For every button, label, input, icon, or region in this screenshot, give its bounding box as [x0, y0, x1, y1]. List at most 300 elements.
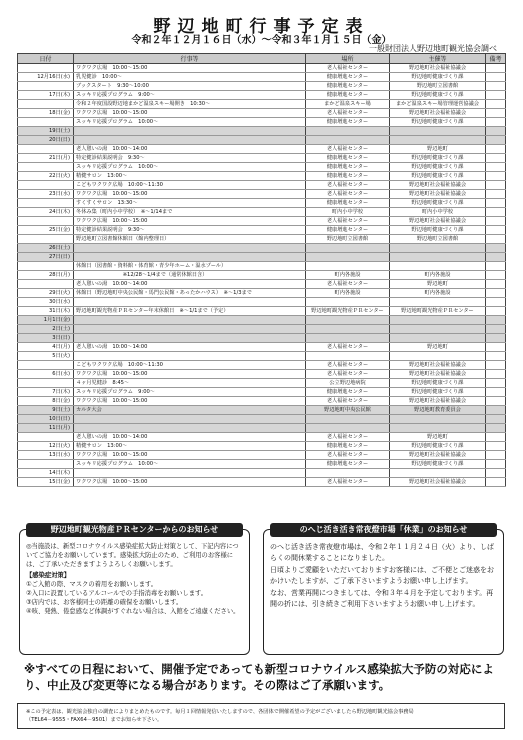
table-row: [18, 289, 506, 298]
schedule-table: [17, 53, 506, 487]
cell-remarks: [486, 208, 506, 217]
table-row: [18, 370, 506, 379]
cell-date: 10日(日): [18, 415, 74, 424]
table-row: [18, 253, 506, 262]
table-row: [18, 73, 506, 82]
cell-date: 7日(木): [18, 388, 74, 397]
cell-date: 29日(火): [18, 289, 74, 298]
cell-date: 9日(土): [18, 406, 74, 415]
cell-place: 健康増進センター: [306, 460, 390, 469]
cell-event: 老人憩いの湯 10:00～14:00: [74, 280, 306, 289]
cell-date: 24日(木): [18, 208, 74, 217]
table-row: [18, 190, 506, 199]
cell-event: スッキリ応援プログラム 10:00～: [74, 460, 306, 469]
cell-place: 健康増進センター: [306, 199, 390, 208]
cell-remarks: [486, 460, 506, 469]
cell-date: 3日(日): [18, 334, 74, 343]
table-row: [18, 442, 506, 451]
table-row: [18, 361, 506, 370]
cell-remarks: [486, 199, 506, 208]
cell-host: [390, 415, 486, 424]
table-row: [18, 415, 506, 424]
cell-place: 老人福祉センター: [306, 64, 390, 73]
cell-place: 老人福祉センター: [306, 361, 390, 370]
cell-event: 休館日（図書館・資料館・体育館・青少年ホーム・温水プール）: [74, 262, 306, 271]
table-row: [18, 298, 506, 307]
cell-event: [74, 298, 306, 307]
cell-remarks: [486, 280, 506, 289]
cell-place: 健康増進センター: [306, 154, 390, 163]
cell-place: 老人福祉センター: [306, 343, 390, 352]
cell-host: 野辺地町: [390, 280, 486, 289]
cell-date: [18, 460, 74, 469]
cell-event: ブックスタート 9:30～10:00: [74, 82, 306, 91]
cell-place: [306, 316, 390, 325]
col-header-remarks: 備考: [486, 54, 506, 64]
cell-remarks: [486, 190, 506, 199]
cell-host: 野辺地町健康づくり課: [390, 154, 486, 163]
cell-place: 老人福祉センター: [306, 280, 390, 289]
col-header-date: 日付: [18, 54, 74, 64]
cell-place: 老人福祉センター: [306, 145, 390, 154]
table-row: [18, 424, 506, 433]
cell-event: ワクワク広場 10:00～15:00: [74, 190, 306, 199]
cell-event: スッキリ応援プログラム 9:00～: [74, 388, 306, 397]
table-row: [18, 226, 506, 235]
table-row: [18, 217, 506, 226]
cell-place: 健康増進センター: [306, 442, 390, 451]
cell-host: 野辺地町社会福祉協議会: [390, 370, 486, 379]
cell-place: 老人福祉センター: [306, 397, 390, 406]
cell-remarks: [486, 226, 506, 235]
cell-remarks: [486, 64, 506, 73]
cell-event: スッキリ応援プログラム 9:00～: [74, 91, 306, 100]
market-closure-text-1: のへじ活き活き常夜燈市場は、令和２年１１月２４日（火）より、しばらくの間休業することになりました。: [270, 543, 494, 562]
cell-remarks: [486, 289, 506, 298]
cell-host: 野辺地町社会福祉協議会: [390, 64, 486, 73]
cell-place: 老人福祉センター: [306, 433, 390, 442]
table-row: [18, 406, 506, 415]
table-row: [18, 478, 506, 487]
table-row: [18, 181, 506, 190]
cell-event: 精健サロン 13:00～: [74, 442, 306, 451]
cell-remarks: [486, 388, 506, 397]
cell-host: [390, 262, 486, 271]
cell-event: [74, 334, 306, 343]
cell-place: 老人福祉センター: [306, 370, 390, 379]
cell-place: [306, 415, 390, 424]
cell-place: 健康増進センター: [306, 172, 390, 181]
cell-event: [74, 325, 306, 334]
cell-host: 野辺地町: [390, 433, 486, 442]
cell-event: 老人憩いの湯 10:00～14:00: [74, 343, 306, 352]
table-row: [18, 208, 506, 217]
cell-remarks: [486, 406, 506, 415]
cell-remarks: [486, 352, 506, 361]
market-closure-text-2: 日頃よりご愛顧をいただいておりますお客様には、ご不便とご迷惑をおかけいたしますが、ご了承下さいますようお願い申し上げます。: [270, 566, 494, 585]
cell-event: [74, 415, 306, 424]
footer-line-1: ※この予定表は、観光協会独自の調査によりまとめたものです。毎月１回情報発信いたしますので、各団体で開催希望の予定がございましたら野辺地町観光協会事務局: [26, 709, 414, 715]
table-row: [18, 235, 506, 244]
cell-remarks: [486, 307, 506, 316]
covid-notice: ※すべての日程において、開催予定であっても新型コロナウイルス感染拡大予防の対応により、中止及び変更等になる場合があります。その際はご了承願います。: [24, 662, 494, 692]
market-closure-title: のへじ活き活き常夜燈市場「休業」のお知らせ: [270, 523, 497, 537]
cell-date: [18, 433, 74, 442]
cell-host: 野辺地町: [390, 343, 486, 352]
cell-date: 18日(金): [18, 109, 74, 118]
market-closure-body: [270, 542, 497, 612]
cell-date: 4日(月): [18, 343, 74, 352]
cell-host: [390, 298, 486, 307]
cell-host: 野辺地町健康づくり課: [390, 91, 486, 100]
table-row: [18, 352, 506, 361]
cell-date: [18, 100, 74, 109]
cell-host: 野辺地町健康づくり課: [390, 226, 486, 235]
table-row: [18, 82, 506, 91]
cell-date: 25日(金): [18, 226, 74, 235]
cell-date: 21日(月): [18, 154, 74, 163]
cell-date: 2日(土): [18, 325, 74, 334]
footer-line-2: （TEL64－9555・FAX64－9501）までお知らせ下さい。: [26, 717, 163, 723]
cell-remarks: [486, 379, 506, 388]
cell-date: [18, 217, 74, 226]
cell-place: 野辺地町立図書館: [306, 235, 390, 244]
cell-event: 精健サロン 13:00～: [74, 172, 306, 181]
table-row: [18, 451, 506, 460]
cell-event: [74, 253, 306, 262]
cell-remarks: [486, 451, 506, 460]
col-header-event: 行事等: [74, 54, 306, 64]
cell-date: [18, 181, 74, 190]
cell-host: 野辺地町社会福祉協議会: [390, 181, 486, 190]
cell-remarks: [486, 298, 506, 307]
cell-place: 健康増進センター: [306, 388, 390, 397]
cell-host: [390, 136, 486, 145]
table-row: [18, 118, 506, 127]
table-row: [18, 244, 506, 253]
cell-place: [306, 253, 390, 262]
table-row: [18, 262, 506, 271]
cell-host: 野辺地町: [390, 145, 486, 154]
cell-host: [390, 253, 486, 262]
cell-place: 健康増進センター: [306, 91, 390, 100]
cell-event: [74, 127, 306, 136]
pr-center-notice-body: [26, 542, 243, 616]
cell-date: 23日(水): [18, 190, 74, 199]
cell-place: [306, 325, 390, 334]
cell-place: 老人福祉センター: [306, 451, 390, 460]
table-row: [18, 172, 506, 181]
table-row: [18, 343, 506, 352]
cell-event: 特定健診結果説明会 9:30～: [74, 154, 306, 163]
table-row: [18, 64, 506, 73]
cell-remarks: [486, 253, 506, 262]
table-row: [18, 127, 506, 136]
cell-date: 11日(月): [18, 424, 74, 433]
cell-place: 老人福祉センター: [306, 181, 390, 190]
cell-place: 公立野辺地病院: [306, 379, 390, 388]
cell-remarks: [486, 109, 506, 118]
pr-center-notice-box: [19, 525, 250, 655]
cell-place: 健康増進センター: [306, 226, 390, 235]
cell-date: 14日(木): [18, 469, 74, 478]
cell-remarks: [486, 442, 506, 451]
table-row: [18, 271, 506, 280]
cell-host: 野辺地町立図書館: [390, 235, 486, 244]
table-row: [18, 325, 506, 334]
cell-host: 野辺地町社会福祉協議会: [390, 361, 486, 370]
cell-host: 町内小中学校: [390, 208, 486, 217]
cell-event: [74, 316, 306, 325]
cell-remarks: [486, 397, 506, 406]
cell-date: [18, 262, 74, 271]
cell-event: すくすくサロン 13:30～: [74, 199, 306, 208]
cell-date: [18, 235, 74, 244]
cell-remarks: [486, 73, 506, 82]
table-header-row: [18, 54, 506, 64]
cell-event: スッキリ応援プログラム 10:00～: [74, 118, 306, 127]
cell-host: 野辺地町観光物産ＰＲセンター: [390, 307, 486, 316]
cell-remarks: [486, 217, 506, 226]
cell-event: スッキリ応援プログラム 10:00～: [74, 163, 306, 172]
cell-remarks: [486, 325, 506, 334]
cell-host: [390, 424, 486, 433]
cell-remarks: [486, 91, 506, 100]
table-row: [18, 433, 506, 442]
cell-event: ※12/28～1/4まで（通常休館日含）: [74, 271, 306, 280]
cell-remarks: [486, 334, 506, 343]
cell-date: [18, 361, 74, 370]
cell-remarks: [486, 136, 506, 145]
cell-event: 老人憩いの湯 10:00～14:00: [74, 433, 306, 442]
cell-place: [306, 334, 390, 343]
measure-item: ②入口に設置しているアルコールでの手指消毒をお願いします。: [26, 590, 208, 597]
market-closure-box: [263, 525, 504, 655]
cell-date: 12月16日(水): [18, 73, 74, 82]
cell-host: [390, 316, 486, 325]
date-range: 令和２年１２月１６日（水）～令和３年１月１５日（金）: [131, 35, 392, 46]
cell-place: 健康増進センター: [306, 82, 390, 91]
table-row: [18, 388, 506, 397]
cell-date: 20日(日): [18, 136, 74, 145]
cell-event: 乳児健診 10:00～: [74, 73, 306, 82]
cell-remarks: [486, 181, 506, 190]
market-closure-text-3: なお、営業再開につきましては、令和３年４月を予定しております。再開の折には、引き続きご利用下さいますようお願い申し上げます。: [270, 589, 494, 608]
cell-place: 野辺地町中央公民館: [306, 406, 390, 415]
table-row: [18, 100, 506, 109]
cell-date: 27日(日): [18, 253, 74, 262]
cell-event: ワクワク広場 10:00～15:00: [74, 217, 306, 226]
cell-date: 8日(金): [18, 397, 74, 406]
cell-host: 野辺地町社会福祉協議会: [390, 190, 486, 199]
cell-place: [306, 424, 390, 433]
cell-place: 町内各施設: [306, 271, 390, 280]
cell-date: [18, 280, 74, 289]
cell-event: カルタ大会: [74, 406, 306, 415]
table-row: [18, 109, 506, 118]
cell-place: まかど温泉スキー場: [306, 100, 390, 109]
table-row: [18, 460, 506, 469]
cell-remarks: [486, 172, 506, 181]
cell-host: 野辺地町健康づくり課: [390, 199, 486, 208]
cell-remarks: [486, 145, 506, 154]
cell-host: 野辺地町健康づくり課: [390, 460, 486, 469]
cell-date: 31日(木): [18, 307, 74, 316]
pr-center-notice-text: ◎当施設は、新型コロナウイルス感染症拡大防止対策として、下記内容についてご協力をお願いしています。感染拡大防止のため、ご利用のお客様には、ご了承いただきますようよろしくお願いします。: [26, 543, 239, 568]
cell-place: 町内各施設: [306, 289, 390, 298]
cell-host: 野辺地町健康づくり課: [390, 163, 486, 172]
cell-place: 老人福祉センター: [306, 478, 390, 487]
cell-remarks: [486, 424, 506, 433]
cell-remarks: [486, 235, 506, 244]
cell-event: [74, 424, 306, 433]
organization: 一般財団法人野辺地町観光協会調べ: [369, 44, 497, 53]
col-header-place: 場所: [306, 54, 390, 64]
cell-remarks: [486, 433, 506, 442]
cell-event: 特定健診結果説明会 9:30～: [74, 226, 306, 235]
cell-event: [74, 244, 306, 253]
table-row: [18, 280, 506, 289]
cell-place: [306, 127, 390, 136]
table-row: [18, 145, 506, 154]
cell-host: [390, 469, 486, 478]
cell-remarks: [486, 118, 506, 127]
table-row: [18, 307, 506, 316]
cell-remarks: [486, 271, 506, 280]
col-header-host: 主催等: [390, 54, 486, 64]
cell-remarks: [486, 316, 506, 325]
cell-host: [390, 244, 486, 253]
cell-remarks: [486, 343, 506, 352]
table-row: [18, 379, 506, 388]
cell-place: 健康増進センター: [306, 163, 390, 172]
cell-event: 休館日（野辺地町中央公民館・馬門公民館・あったかハウス） ※～1/3まで: [74, 289, 306, 298]
cell-remarks: [486, 100, 506, 109]
cell-date: 12日(火): [18, 442, 74, 451]
cell-host: 野辺地町健康づくり課: [390, 442, 486, 451]
cell-place: [306, 469, 390, 478]
cell-event: ワクワク広場 10:00～15:00: [74, 64, 306, 73]
cell-host: 野辺地町社会福祉協議会: [390, 217, 486, 226]
cell-host: 野辺地町立図書館: [390, 82, 486, 91]
cell-event: 老人憩いの湯 10:00～14:00: [74, 145, 306, 154]
cell-date: 30日(水): [18, 298, 74, 307]
cell-host: [390, 325, 486, 334]
footer-note: [17, 703, 505, 729]
cell-place: 町内小中学校: [306, 208, 390, 217]
cell-remarks: [486, 262, 506, 271]
cell-place: 老人福祉センター: [306, 109, 390, 118]
cell-date: 6日(水): [18, 370, 74, 379]
cell-event: ワクワク広場 10:00～15:00: [74, 370, 306, 379]
cell-remarks: [486, 469, 506, 478]
table-row: [18, 154, 506, 163]
cell-event: 冬休み集（町内小中学校） ※～1/14まで: [74, 208, 306, 217]
cell-place: 老人福祉センター: [306, 190, 390, 199]
cell-event: こどもワクワク広場 10:00～11:30: [74, 361, 306, 370]
cell-date: 26日(土): [18, 244, 74, 253]
table-row: [18, 397, 506, 406]
cell-event: ４ヶ月児健診 8:45～: [74, 379, 306, 388]
infection-measures-heading: 【感染症対策】: [26, 572, 71, 579]
cell-place: 健康増進センター: [306, 73, 390, 82]
cell-host: 野辺地町教育委員会: [390, 406, 486, 415]
cell-host: [390, 334, 486, 343]
cell-place: [306, 136, 390, 145]
cell-date: [18, 145, 74, 154]
cell-remarks: [486, 154, 506, 163]
cell-date: 22日(火): [18, 172, 74, 181]
table-row: [18, 469, 506, 478]
measure-item: ④咳、発熱、倦怠感など体調がすぐれない場合は、入館をご遠慮ください。: [26, 608, 240, 615]
cell-host: 野辺地町社会福祉協議会: [390, 397, 486, 406]
cell-date: 19日(土): [18, 127, 74, 136]
table-row: [18, 334, 506, 343]
cell-event: 野辺地町立図書館休館日（館内整理日）: [74, 235, 306, 244]
cell-host: 町内各施設: [390, 289, 486, 298]
cell-remarks: [486, 82, 506, 91]
cell-host: 野辺地町健康づくり課: [390, 379, 486, 388]
cell-host: 野辺地町健康づくり課: [390, 118, 486, 127]
page-title: 野辺地町行事予定表: [153, 17, 370, 37]
cell-event: こどもワクワク広場 10:00～11:30: [74, 181, 306, 190]
cell-place: 老人福祉センター: [306, 217, 390, 226]
cell-host: 野辺地町社会福祉協議会: [390, 109, 486, 118]
cell-host: まかど温泉スキー場管理運営協議会: [390, 100, 486, 109]
measure-item: ①ご入館の際、マスクの着用をお願いします。: [26, 581, 158, 588]
cell-date: 28日(月): [18, 271, 74, 280]
cell-date: [18, 118, 74, 127]
cell-place: [306, 244, 390, 253]
cell-event: ワクワク広場 10:00～15:00: [74, 109, 306, 118]
cell-remarks: [486, 163, 506, 172]
cell-host: 野辺地町健康づくり課: [390, 172, 486, 181]
cell-remarks: [486, 415, 506, 424]
cell-host: [390, 352, 486, 361]
cell-event: 令和２年度国設野辺地まかど温泉スキー場開き 10:30～: [74, 100, 306, 109]
cell-place: 健康増進センター: [306, 118, 390, 127]
cell-date: 1月1日(金): [18, 316, 74, 325]
cell-event: ワクワク広場 10:00～15:00: [74, 397, 306, 406]
cell-place: [306, 262, 390, 271]
cell-remarks: [486, 244, 506, 253]
cell-date: [18, 379, 74, 388]
cell-remarks: [486, 478, 506, 487]
cell-date: 5日(火): [18, 352, 74, 361]
cell-remarks: [486, 370, 506, 379]
cell-remarks: [486, 127, 506, 136]
cell-date: 17日(木): [18, 91, 74, 100]
cell-date: [18, 64, 74, 73]
cell-date: [18, 199, 74, 208]
schedule-body: [18, 64, 506, 487]
table-row: [18, 163, 506, 172]
cell-event: [74, 136, 306, 145]
pr-center-notice-title: 野辺地町観光物産ＰＲセンターからのお知らせ: [26, 523, 243, 537]
measure-item: ③店内では、お客様同士の距離の確保をお願いします。: [26, 599, 183, 606]
cell-event: ワクワク広場 10:00～15:00: [74, 478, 306, 487]
cell-event: [74, 469, 306, 478]
cell-host: 野辺地町社会福祉協議会: [390, 451, 486, 460]
cell-event: 野辺地町観光物産ＰＲセンター年末休館日 ※～1/1まで（予定）: [74, 307, 306, 316]
cell-date: 13日(水): [18, 451, 74, 460]
cell-event: ワクワク広場 10:00～15:00: [74, 451, 306, 460]
cell-host: [390, 127, 486, 136]
cell-place: [306, 352, 390, 361]
cell-place: 野辺地町観光物産ＰＲセンター: [306, 307, 390, 316]
cell-host: 野辺地町健康づくり課: [390, 73, 486, 82]
cell-host: 野辺地町健康づくり課: [390, 388, 486, 397]
